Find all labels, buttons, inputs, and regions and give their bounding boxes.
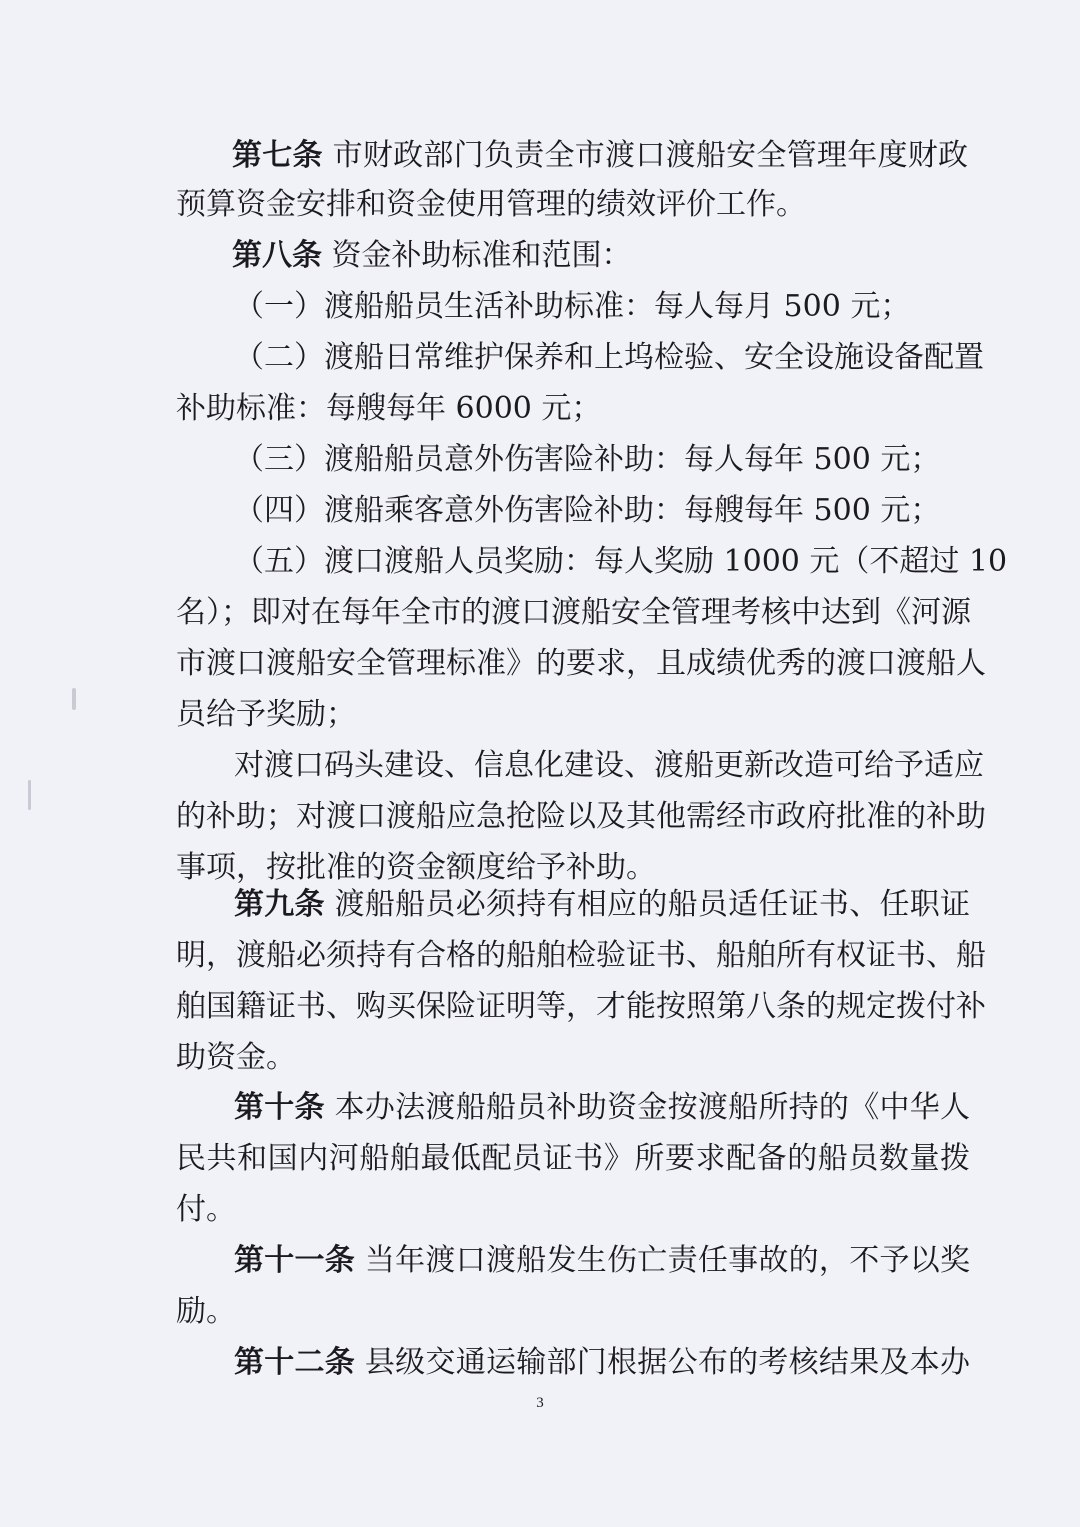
scan-edge-mark <box>28 780 31 810</box>
text-line <box>234 491 941 531</box>
text-line <box>176 936 986 976</box>
article-text: 舶国籍证书、购买保险证明等，才能按照第八条的规定拨付补 <box>176 989 986 1024</box>
article-text: （四）渡船乘客意外伤害险补助：每艘每年 500 元； <box>234 493 941 528</box>
article-text: 市财政部门负责全市渡口渡船安全管理年度财政 <box>332 138 969 173</box>
text-line <box>176 389 968 429</box>
text-line <box>176 797 986 837</box>
article-heading: 第十条 <box>234 1090 325 1125</box>
text-line <box>234 287 911 327</box>
article-text: 助资金。 <box>176 1040 296 1075</box>
text-line <box>176 1190 970 1230</box>
article-text: 渡船船员必须持有相应的船员适任证书、任职证 <box>334 887 971 922</box>
article-text: 员给予奖励； <box>176 697 356 732</box>
text-line <box>176 593 970 633</box>
article-text: 资金补助标准和范围： <box>331 238 632 273</box>
article-text: （三）渡船船员意外伤害险补助：每人每年 500 元； <box>234 442 941 477</box>
text-line <box>234 1343 970 1383</box>
article-text: （五）渡口渡船人员奖励：每人奖励 1000 元（不超过 10 <box>234 544 1008 579</box>
text-line <box>176 1139 970 1179</box>
text-line <box>234 746 984 786</box>
article-text: （二）渡船日常维护保养和上坞检验、安全设施设备配置 <box>234 340 984 375</box>
article-text: 本办法渡船船员补助资金按渡船所持的《中华人 <box>334 1090 971 1125</box>
text-line <box>234 885 970 925</box>
text-line <box>234 440 941 480</box>
article-text: 市渡口渡船安全管理标准》的要求，且成绩优秀的渡口渡船人 <box>176 646 986 681</box>
article-text: （一）渡船船员生活补助标准：每人每月 500 元； <box>234 289 911 324</box>
text-line <box>234 1088 970 1128</box>
article-text: 对渡口码头建设、信息化建设、渡船更新改造可给予适应 <box>234 748 984 783</box>
article-text: 当年渡口渡船发生伤亡责任事故的，不予以奖 <box>364 1243 970 1278</box>
article-text: 名）；即对在每年全市的渡口渡船安全管理考核中达到《河源 <box>176 595 971 630</box>
article-heading: 第七条 <box>232 138 323 173</box>
scan-edge-mark <box>72 688 76 710</box>
text-line <box>176 695 970 735</box>
article-text: 事项，按批准的资金额度给予补助。 <box>176 850 656 885</box>
article-text: 民共和国内河船舶最低配员证书》所要求配备的船员数量拨 <box>176 1141 970 1176</box>
article-text: 付。 <box>176 1192 236 1227</box>
text-line <box>232 236 968 276</box>
text-line <box>176 185 806 225</box>
article-text: 预算资金安排和资金使用管理的绩效评价工作。 <box>176 187 806 222</box>
text-line <box>176 987 986 1027</box>
article-heading: 第九条 <box>234 887 325 922</box>
text-line <box>234 338 984 378</box>
article-heading: 第十一条 <box>234 1243 356 1278</box>
text-line <box>234 1241 970 1281</box>
text-line <box>234 542 1008 582</box>
article-text: 县级交通运输部门根据公布的考核结果及本办 <box>364 1345 970 1380</box>
article-text: 的补助；对渡口渡船应急抢险以及其他需经市政府批准的补助 <box>176 799 986 834</box>
article-text: 励。 <box>176 1294 236 1329</box>
text-line <box>176 1038 970 1078</box>
article-text: 补助标准：每艘每年 6000 元； <box>176 391 602 426</box>
text-line <box>176 1292 970 1332</box>
text-line <box>176 644 986 684</box>
article-heading: 第八条 <box>232 238 322 273</box>
text-line <box>232 136 968 176</box>
article-heading: 第十二条 <box>234 1345 356 1380</box>
page-number: 3 <box>536 1395 544 1411</box>
text-line <box>176 848 970 888</box>
article-text: 明，渡船必须持有合格的船舶检验证书、船舶所有权证书、船 <box>176 938 986 973</box>
